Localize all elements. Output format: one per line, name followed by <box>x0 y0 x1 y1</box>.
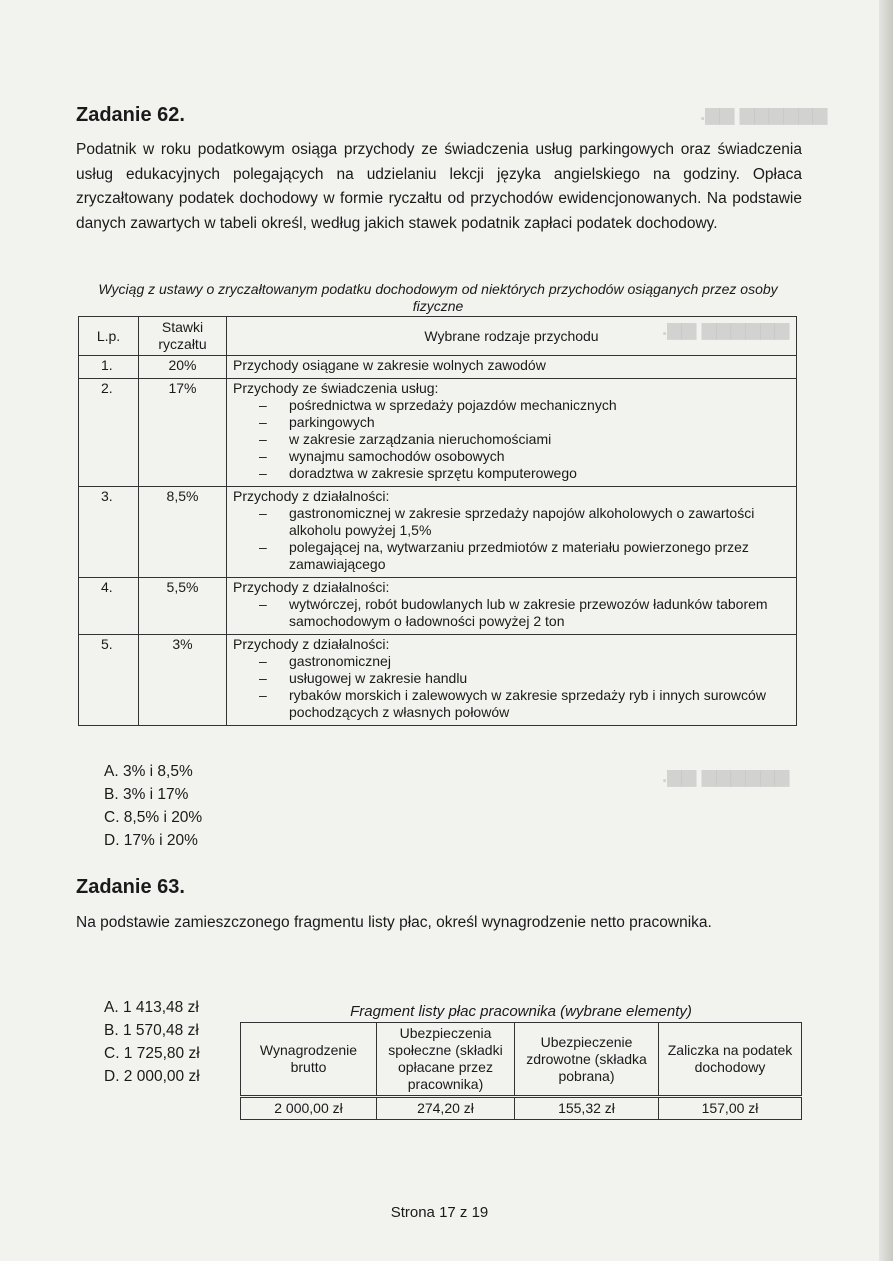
task-62-title: Zadanie 62. <box>76 104 185 126</box>
row-items <box>233 505 792 573</box>
bleed-through-mark: ▆▆▆▆▆▆ ▆▆. <box>662 766 790 787</box>
rates-table-header <box>79 317 797 356</box>
value-health-insurance: 155,32 zł <box>515 1097 659 1120</box>
row-rate: 17% <box>139 379 227 487</box>
answer-c[interactable]: C. 1 725,80 zł <box>104 1045 200 1062</box>
rates-table <box>78 316 797 726</box>
list-item: – w zakresie zarządzania nieruchomościami <box>233 431 792 448</box>
row-rate: 20% <box>139 356 227 379</box>
task-63-answers <box>104 996 200 1088</box>
list-item: – doradztwa w zakresie sprzętu komputerowego <box>233 465 792 482</box>
row-description <box>227 635 797 726</box>
table-row <box>79 356 797 379</box>
answer-a[interactable]: A. 3% i 8,5% <box>104 763 193 780</box>
answer-a[interactable]: A. 1 413,48 zł <box>104 999 199 1016</box>
list-item: – gastronomicznej w zakresie sprzedaży napojów alkoholowych o zawartości alkoholu powyżej 1,5% <box>233 505 792 539</box>
value-gross-salary: 2 000,00 zł <box>241 1097 377 1120</box>
table-row <box>79 379 797 487</box>
row-items <box>233 397 792 482</box>
task-62-text: Podatnik w roku podatkowym osiąga przychody ze świadczenia usług parkingowych oraz świadczenia usług edukacyjnych polegających na udzielaniu lekcji języka angielskiego na godziny. Opłaca zryczałtowany podatek dochodowy w formie ryczałtu od przychodów ewidencjonowanych. Na podstawie danych zawartych w tabeli określ, według jakich stawek podatnik zapłaci podatek dochodowy. <box>76 141 802 232</box>
page-edge <box>879 0 893 1261</box>
value-income-tax: 157,00 zł <box>659 1097 802 1120</box>
list-item: – usługowej w zakresie handlu <box>233 670 792 687</box>
header-gross-salary: Wynagrodzenie brutto <box>241 1023 377 1097</box>
list-item: – gastronomicznej <box>233 653 792 670</box>
row-rate: 8,5% <box>139 487 227 578</box>
task-63-text: Na podstawie zamieszczonego fragmentu listy płac, określ wynagrodzenie netto pracownika. <box>76 914 712 931</box>
row-rate: 3% <box>139 635 227 726</box>
rates-table-caption: Wyciąg z ustawy o zryczałtowanym podatku dochodowym od niektórych przychodów osiąganych przez osoby fizyczne <box>98 281 778 314</box>
answer-b[interactable]: B. 3% i 17% <box>104 786 189 803</box>
row-description <box>227 578 797 635</box>
bleed-through-mark: ▆▆▆▆▆▆ ▆▆. <box>662 319 790 340</box>
row-lp: 5. <box>79 635 139 726</box>
payroll-header-row <box>241 1023 802 1097</box>
bleed-through-mark: ▆▆▆▆▆▆ ▆▆. <box>700 104 828 125</box>
list-item: – pośrednictwa w sprzedaży pojazdów mechanicznych <box>233 397 792 414</box>
value-social-insurance: 274,20 zł <box>377 1097 515 1120</box>
row-lp: 1. <box>79 356 139 379</box>
row-lp: 3. <box>79 487 139 578</box>
row-rate: 5,5% <box>139 578 227 635</box>
row-text: Przychody z działalności: <box>233 636 390 652</box>
list-item: – parkingowych <box>233 414 792 431</box>
payroll-table <box>240 1022 802 1120</box>
header-income-tax: Zaliczka na podatek dochodowy <box>659 1023 802 1097</box>
answer-d[interactable]: D. 2 000,00 zł <box>104 1068 200 1085</box>
page-number: Strona 17 z 19 <box>390 1204 489 1221</box>
header-lp: L.p. <box>79 317 139 356</box>
row-description <box>227 487 797 578</box>
list-item: – wytwórczej, robót budowlanych lub w zakresie przewozów ładunków taborem samochodowym o ładowności powyżej 2 ton <box>233 596 792 630</box>
task-63-title: Zadanie 63. <box>76 876 185 898</box>
table-row <box>79 635 797 726</box>
row-text: Przychody z działalności: <box>233 579 390 595</box>
payroll-values-row <box>241 1097 802 1120</box>
row-items <box>233 653 792 721</box>
list-item: – polegającej na, wytwarzaniu przedmiotów z materiału powierzonego przez zamawiającego <box>233 539 792 573</box>
header-social-insurance: Ubezpieczenia społeczne (składki opłacane przez pracownika) <box>377 1023 515 1097</box>
payroll-table-caption: Fragment listy płac pracownika (wybrane elementy) <box>350 1003 692 1020</box>
header-income-type: Wybrane rodzaje przychodu <box>227 317 797 356</box>
task-62-answers <box>104 760 202 852</box>
row-text: Przychody z działalności: <box>233 488 390 504</box>
row-description <box>227 379 797 487</box>
row-lp: 4. <box>79 578 139 635</box>
row-items <box>233 596 792 630</box>
answer-d[interactable]: D. 17% i 20% <box>104 832 198 849</box>
row-text: Przychody osiągane w zakresie wolnych zawodów <box>233 357 546 373</box>
header-rate: Stawki ryczałtu <box>139 317 227 356</box>
list-item: – rybaków morskich i zalewowych w zakresie sprzedaży ryb i innych surowców pochodzących z własnych połowów <box>233 687 792 721</box>
table-row <box>79 578 797 635</box>
row-text: Przychody ze świadczenia usług: <box>233 380 439 396</box>
row-lp: 2. <box>79 379 139 487</box>
answer-c[interactable]: C. 8,5% i 20% <box>104 809 203 826</box>
list-item: – wynajmu samochodów osobowych <box>233 448 792 465</box>
table-row <box>79 487 797 578</box>
answer-b[interactable]: B. 1 570,48 zł <box>104 1022 199 1039</box>
header-health-insurance: Ubezpieczenie zdrowotne (składka pobrana) <box>515 1023 659 1097</box>
row-description <box>227 356 797 379</box>
